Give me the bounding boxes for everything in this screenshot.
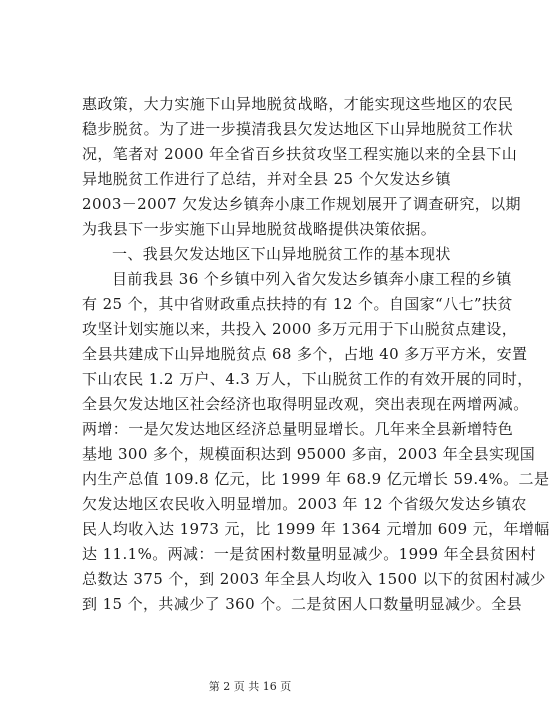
paragraph-line: 全县共建成下山异地脱贫点 68 多个，占地 40 多万平方米，安置 xyxy=(82,345,528,363)
paragraph-line: 到 15 个，共减少了 360 个。二是贫困人口数量明显减少。全县 xyxy=(82,595,522,613)
paragraph-line: 全县欠发达地区社会经济也取得明显改观，突出表现在两增两减。 xyxy=(82,395,529,413)
paragraph-line: 下山农民 1.2 万户、4.3 万人，下山脱贫工作的有效开展的同时， xyxy=(82,370,533,388)
paragraph-line: 达 11.1%。两减：一是贫困村数量明显减少。1999 年全县贫困村 xyxy=(82,545,536,563)
paragraph-line: 异地脱贫工作进行了总结，并对全县 25 个欠发达乡镇 xyxy=(82,170,452,188)
paragraph-line: 总数达 375 个，到 2003 年全县人均收入 1500 以下的贫困村减少 xyxy=(82,570,546,588)
paragraph-line: 惠政策，大力实施下山异地脱贫战略，才能实现这些地区的农民 xyxy=(82,95,514,113)
paragraph-line: 目前我县 36 个乡镇中列入省欠发达乡镇奔小康工程的乡镇 xyxy=(112,270,512,288)
paragraph-line: 欠发达地区农民收入明显增加。2003 年 12 个省级欠发达乡镇农 xyxy=(82,495,527,513)
paragraph-line: 况，笔者对 2000 年全省百乡扶贫攻坚工程实施以来的全县下山 xyxy=(82,145,518,163)
paragraph-line: 基地 300 多个，规模面积达到 95000 多亩，2003 年全县实现国 xyxy=(82,445,536,463)
paragraph-line: 内生产总值 109.8 亿元，比 1999 年 68.9 亿元增长 59.4%。二是 xyxy=(82,470,550,488)
paragraph-line: 2003－2007 欠发达乡镇奔小康工作规划展开了调查研究，以期 xyxy=(82,195,521,213)
paragraph-line: 攻坚计划实施以来，共投入 2000 多万元用于下山脱贫点建设， xyxy=(82,320,518,338)
paragraph-line: 为我县下一步实施下山异地脱贫战略提供决策依据。 xyxy=(82,220,437,238)
section-heading: 一、我县欠发达地区下山异地脱贫工作的基本现状 xyxy=(112,245,451,263)
paragraph-line: 有 25 个，其中省财政重点扶持的有 12 个。自国家“八七”扶贫 xyxy=(82,295,513,313)
page-number-footer: 第 2 页 共 16 页 xyxy=(208,680,292,693)
paragraph-line: 两增：一是欠发达地区经济总量明显增长。几年来全县新增特色 xyxy=(82,420,514,438)
paragraph-line: 稳步脱贫。为了进一步摸清我县欠发达地区下山异地脱贫工作状 xyxy=(82,120,514,138)
paragraph-line: 民人均收入达 1973 元，比 1999 年 1364 元增加 609 元，年增幅 xyxy=(82,520,550,538)
